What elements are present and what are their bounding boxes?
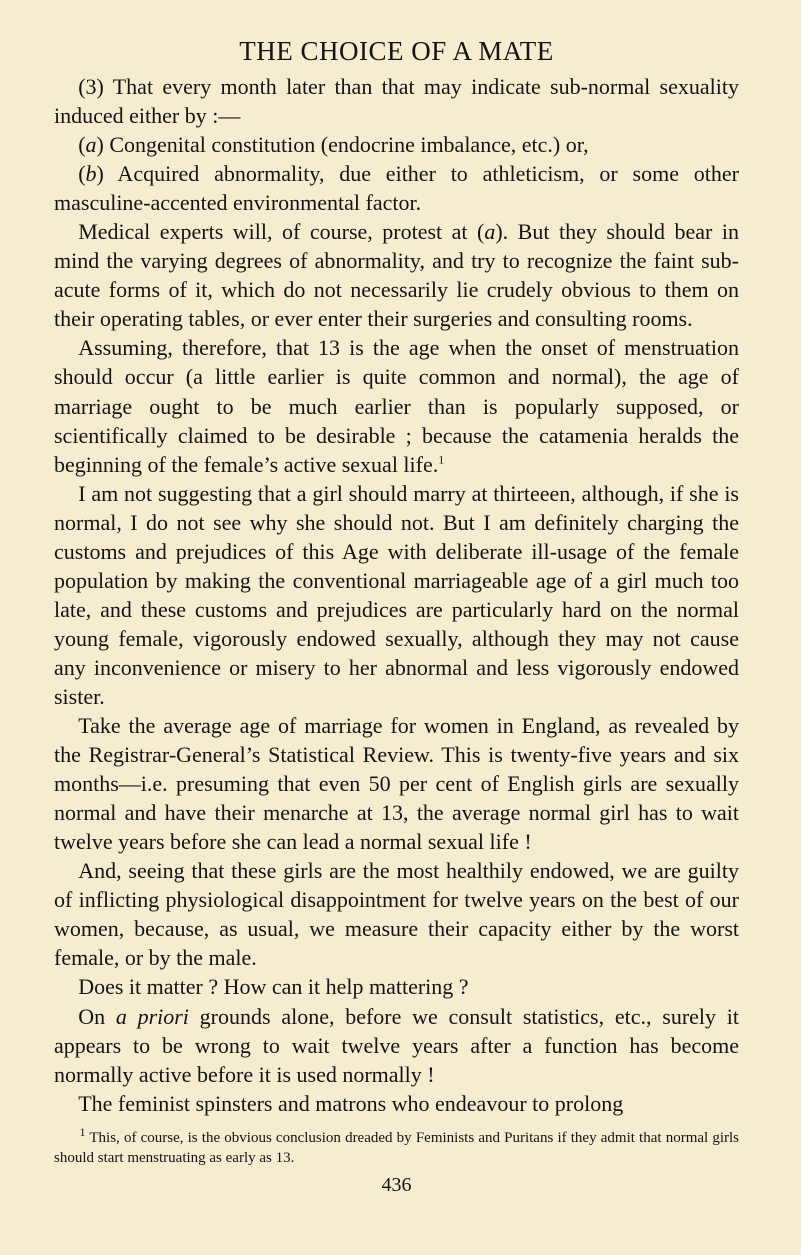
paragraph-text: Medical experts will, of course, protest at ( — [78, 219, 485, 245]
italic-text: a — [85, 132, 97, 158]
footnote-text: This, of course, is the obvious conclusion dreaded by Feminists and Puritans if they admit that normal girls should start menstruating as early as 13. — [54, 1129, 739, 1166]
paragraph-text: And, seeing that these girls are the most healthily endowed, we are guilty of inflicting physiological disappointment for twelve years on the best of our women, because, as usual, we measure their capacity either by the worst female, or by the male. — [54, 858, 739, 971]
paragraph-text: ). But they should bear in mind the varying degrees of abnormality, and try to recognize the faint sub-acute forms of it, which do not necessarily lie crudely obvious to them on their operating tables, or ever enter their surgeries and consulting rooms. — [54, 219, 739, 332]
paragraph-text: I am not suggesting that a girl should marry at thirteeen, although, if she is normal, I do not see why she should not. But I am definitely charging the customs and prejudices of this Age with deliberate ill-usage of the female population by making the conventional marriageable age of a girl much too late, and these customs and prejudices are particularly hard on the normal young female, vigorously endowed sexually, although they may not cause any inconvenience or misery to her abnormal and less vigorously endowed sister. — [54, 480, 739, 709]
italic-text: b — [85, 161, 97, 187]
paragraph — [54, 333, 739, 478]
paragraph-text: Assuming, therefore, that 13 is the age when the onset of menstruation should occur (a little earlier is quite common and normal), the age of marriage ought to be much earlier than is popularly supposed, or scientifically claimed to be desirable ; because the catamenia heralds the beginning of the female’s active sexual life. — [54, 335, 739, 477]
footnotes — [54, 1124, 739, 1168]
paragraph-text: ) Acquired abnormality, due either to athleticism, or some other masculine-accented environmental factor. — [54, 161, 739, 216]
paragraph — [54, 856, 739, 972]
page-number: 436 — [381, 1173, 412, 1196]
footnote-number: 1 — [79, 1124, 86, 1139]
paragraph — [54, 130, 739, 159]
paragraph — [54, 217, 739, 333]
italic-text: a priori — [115, 1003, 189, 1029]
paragraph — [54, 972, 739, 1001]
paragraph — [54, 711, 739, 856]
paragraph — [54, 479, 739, 711]
paragraph — [54, 1002, 739, 1089]
paragraph-text: ) Congenital constitution (endocrine imbalance, etc.) or, — [96, 132, 589, 158]
paragraph-text: (3) That every month later than that may indicate sub-normal sexuality induced either by :— — [54, 74, 739, 129]
paragraph-text: Does it matter ? How can it help mattering ? — [78, 974, 469, 1000]
book-page — [54, 34, 739, 1197]
italic-text: a — [484, 219, 496, 245]
paragraph — [54, 72, 739, 130]
running-head: THE CHOICE OF A MATE — [239, 36, 554, 66]
footnote-marker: 1 — [438, 452, 445, 467]
paragraph-text: On — [78, 1003, 116, 1029]
body-text — [54, 72, 739, 1118]
paragraph-text: The feminist spinsters and matrons who endeavour to prolong — [78, 1090, 624, 1116]
paragraph-text: grounds alone, before we consult statistics, etc., surely it appears to be wrong to wait twelve years after a function has become normally active before it is used normally ! — [54, 1003, 739, 1087]
footnote — [54, 1124, 739, 1168]
paragraph-text: ( — [78, 132, 86, 158]
paragraph — [54, 1089, 739, 1118]
paragraph — [54, 159, 739, 217]
paragraph-text: ( — [78, 161, 86, 187]
paragraph-text: Take the average age of marriage for women in England, as revealed by the Registrar-General’s Statistical Review. This is twenty-five years and six months—i.e. presuming that even 50 per cent of English girls are sexually normal and have their menarche at 13, the average normal girl has to wait twelve years before she can lead a normal sexual life ! — [54, 713, 739, 855]
